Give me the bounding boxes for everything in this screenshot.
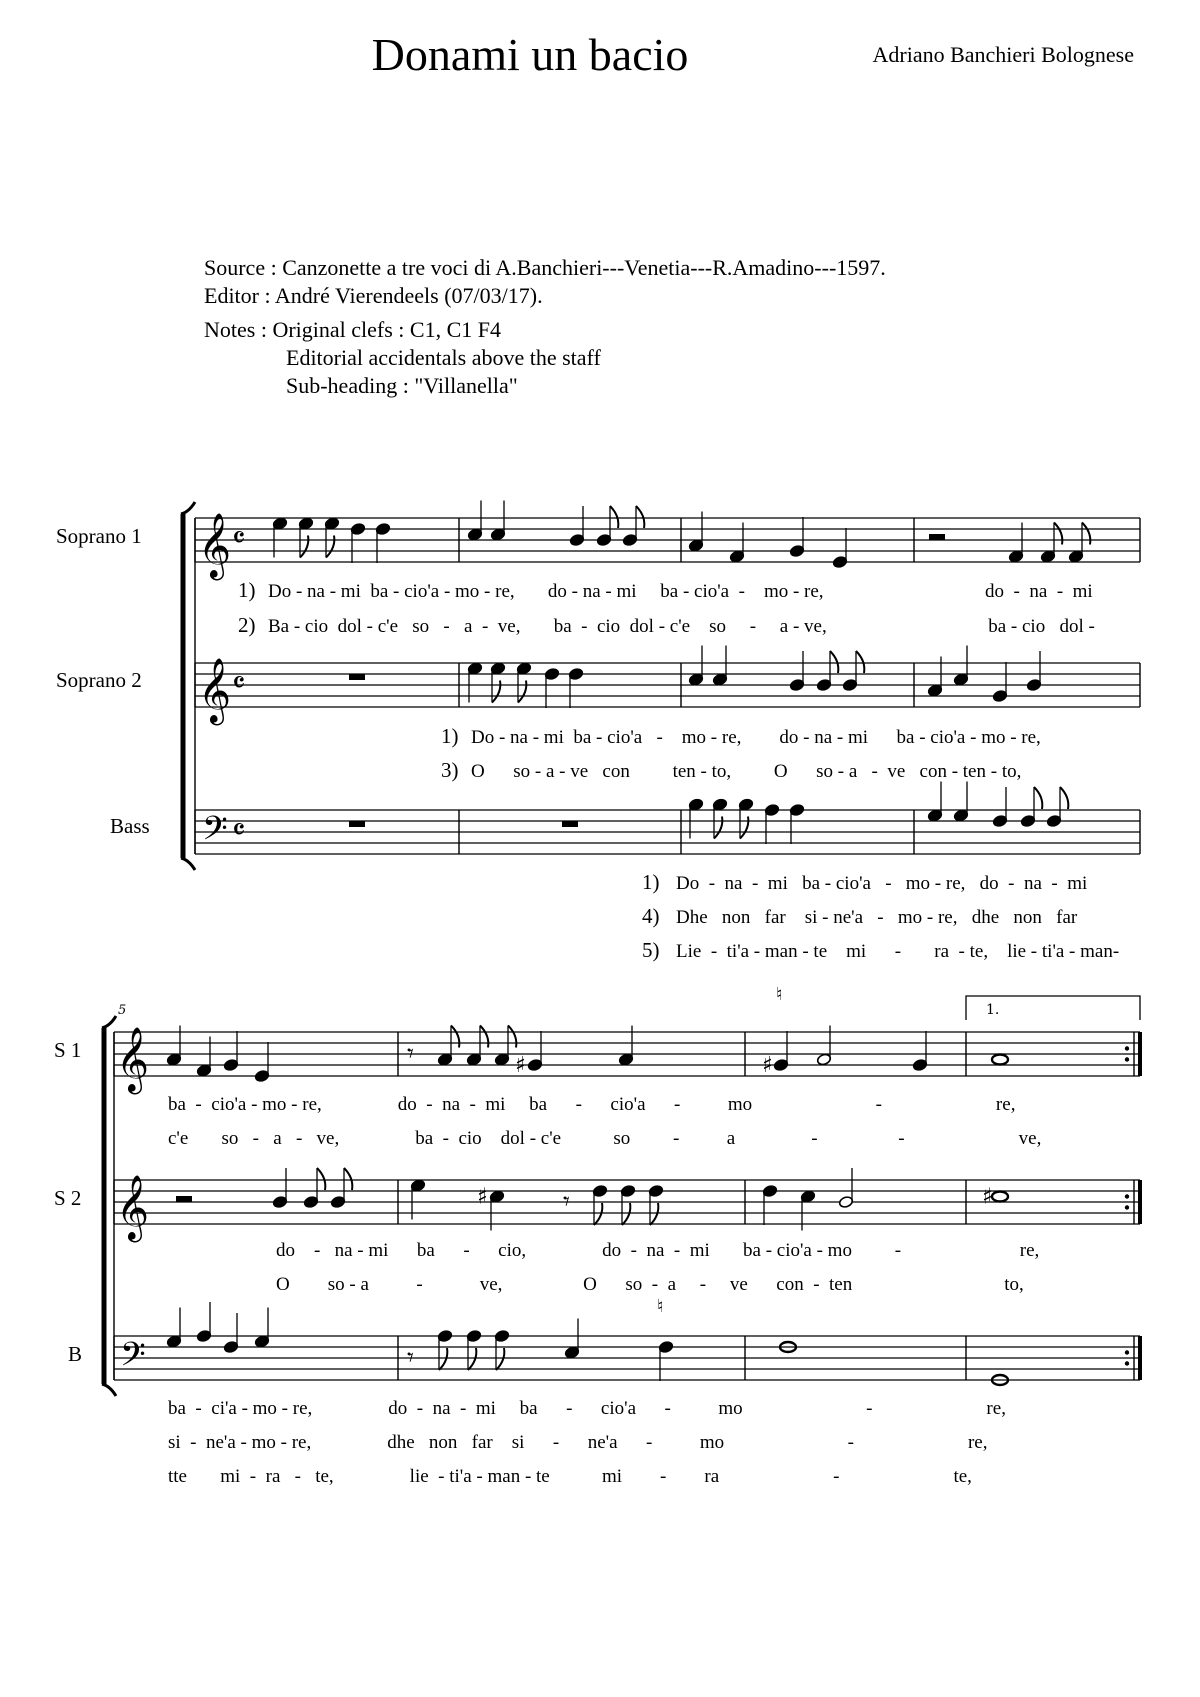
staff-label-soprano-2: Soprano 2: [56, 668, 142, 692]
subheading-line: Sub-heading : "Villanella": [286, 373, 518, 398]
bass-clef-icon: 𝄢: [120, 1336, 146, 1382]
treble-clef-icon: 𝄞: [198, 513, 232, 578]
treble-clef-icon: 𝄞: [116, 1175, 150, 1240]
eighth-flag: [856, 651, 864, 673]
whole-note: [992, 1192, 1008, 1202]
staff-label-b: B: [68, 1342, 83, 1366]
system-bracket: [181, 502, 195, 514]
natural-icon: ♮: [657, 1296, 664, 1317]
sharp-icon: ♯: [762, 1053, 773, 1078]
common-time-icon: 𝄴: [232, 813, 246, 848]
lyric-line-s1-v2: Ba - cio dol - c'e so - a - ve, ba - cio dol - c'e so - a - ve, ba - cio dol -: [268, 616, 1095, 637]
eighth-flag: [518, 681, 526, 703]
eighth-flag: [740, 817, 748, 839]
whole-rest-icon: [349, 674, 365, 680]
volta-label: 1.: [986, 1002, 1000, 1018]
staff-label-s2: S 2: [54, 1186, 82, 1210]
source-line: Source : Canzonette a tre voci di A.Banchieri---Venetia---R.Amadino---1597.: [204, 255, 886, 280]
verse-number: 2): [238, 613, 256, 637]
verse-number: 1): [441, 724, 459, 748]
repeat-dot: [1125, 1057, 1129, 1061]
half-rest-icon: [176, 1196, 192, 1202]
verse-number: 4): [642, 904, 660, 928]
half-rest-icon: [929, 534, 945, 540]
eighth-flag: [508, 1026, 516, 1048]
common-time-icon: 𝄴: [232, 521, 246, 556]
whole-rest-icon: [349, 821, 365, 827]
repeat-dot: [1125, 1350, 1129, 1354]
lyric-line-s1-v2: c'e so - a - ve, ba - cio dol - c'e so - a - - ve,: [168, 1128, 1042, 1149]
eighth-flag: [622, 1203, 630, 1225]
repeat-dot: [1125, 1046, 1129, 1050]
system-bracket: [102, 1016, 116, 1028]
eighth-flag: [300, 536, 308, 558]
measure-number: 5: [118, 1003, 127, 1018]
verse-number: 5): [642, 938, 660, 962]
staff-label-s1: S 1: [54, 1038, 82, 1062]
eighth-rest-icon: 𝄾: [407, 1039, 414, 1069]
eighth-flag: [468, 1348, 476, 1370]
sharp-icon: ♯: [982, 1184, 993, 1210]
eighth-flag: [496, 1348, 504, 1370]
lyric-line-s2-v1: do - na - mi ba - cio, do - na - mi ba - cio'a - mo - re,: [276, 1240, 1040, 1261]
eighth-flag: [650, 1203, 658, 1225]
eighth-flag: [1082, 523, 1090, 545]
lyric-line-s1-v1: Do - na - mi ba - cio'a - mo - re, do - na - mi ba - cio'a - mo - re, do - na - mi: [268, 581, 1093, 602]
common-time-icon: 𝄴: [232, 666, 246, 701]
verse-number: 3): [441, 758, 459, 782]
whole-note: [992, 1055, 1008, 1065]
eighth-flag: [439, 1348, 447, 1370]
eighth-rest-icon: 𝄾: [407, 1343, 414, 1373]
eighth-flag: [480, 1026, 488, 1048]
eighth-flag: [317, 1168, 325, 1190]
whole-rest-icon: [562, 821, 578, 827]
eighth-flag: [1034, 787, 1042, 809]
repeat-dot: [1125, 1194, 1129, 1198]
lyric-line-b-v3: Lie - ti'a - man - te mi - ra - te, lie - ti'a - man-: [676, 941, 1120, 962]
eighth-flag: [1054, 523, 1062, 545]
eighth-flag: [594, 1203, 602, 1225]
treble-clef-icon: 𝄞: [198, 658, 232, 723]
lyric-line-s2-v2: O so - a - ve con ten - to, O so - a - ve con - ten - to,: [471, 761, 1022, 782]
lyric-line-b-v2: Dhe non far si - ne'a - mo - re, dhe non far: [676, 907, 1078, 928]
lyric-line-b-v2: si - ne'a - mo - re, dhe non far si - ne'a - mo - re,: [168, 1432, 988, 1453]
treble-clef-icon: 𝄞: [116, 1027, 150, 1092]
natural-icon: ♮: [776, 984, 783, 1005]
staff-label-bass: Bass: [110, 814, 150, 838]
eighth-flag: [492, 681, 500, 703]
lyric-line-s2-v2: O so - a - ve, O so - a - ve con - ten to,: [276, 1274, 1024, 1295]
lyric-line-s2-v1: Do - na - mi ba - cio'a - mo - re, do - na - mi ba - cio'a - mo - re,: [471, 727, 1041, 748]
piece-title: Donami un bacio: [371, 29, 689, 80]
sharp-icon: ♯: [515, 1053, 526, 1078]
eighth-flag: [451, 1026, 459, 1048]
eighth-rest-icon: 𝄾: [563, 1187, 570, 1217]
verse-number: 1): [238, 578, 256, 602]
eighth-flag: [1060, 787, 1068, 809]
repeat-dot: [1125, 1205, 1129, 1209]
lyric-line-b-v1: Do - na - mi ba - cio'a - mo - re, do - na - mi: [676, 873, 1088, 894]
eighth-flag: [344, 1168, 352, 1190]
lyric-line-b-v3: tte mi - ra - te, lie - ti'a - man - te mi - ra - te,: [168, 1466, 972, 1487]
notes-line: Notes : Original clefs : C1, C1 F4: [204, 317, 501, 342]
eighth-flag: [636, 506, 644, 528]
bass-clef-icon: 𝄢: [202, 810, 228, 856]
repeat-dot: [1125, 1361, 1129, 1365]
system-bracket: [181, 858, 195, 870]
verse-number: 1): [642, 870, 660, 894]
staff-label-soprano-1: Soprano 1: [56, 524, 142, 548]
eighth-flag: [714, 817, 722, 839]
sharp-icon: ♯: [477, 1184, 488, 1210]
lyric-line-s1-v1: ba - cio'a - mo - re, do - na - mi ba - cio'a - mo - re,: [168, 1094, 1016, 1115]
system-bracket: [102, 1384, 116, 1396]
accidentals-line: Editorial accidentals above the staff: [286, 345, 601, 370]
composer-name: Adriano Banchieri Bolognese: [872, 42, 1134, 67]
editor-line: Editor : André Vierendeels (07/03/17).: [204, 283, 543, 308]
eighth-flag: [326, 536, 334, 558]
eighth-flag: [610, 506, 618, 528]
lyric-line-b-v1: ba - ci'a - mo - re, do - na - mi ba - cio'a - mo - re,: [168, 1398, 1006, 1419]
eighth-flag: [830, 651, 838, 673]
